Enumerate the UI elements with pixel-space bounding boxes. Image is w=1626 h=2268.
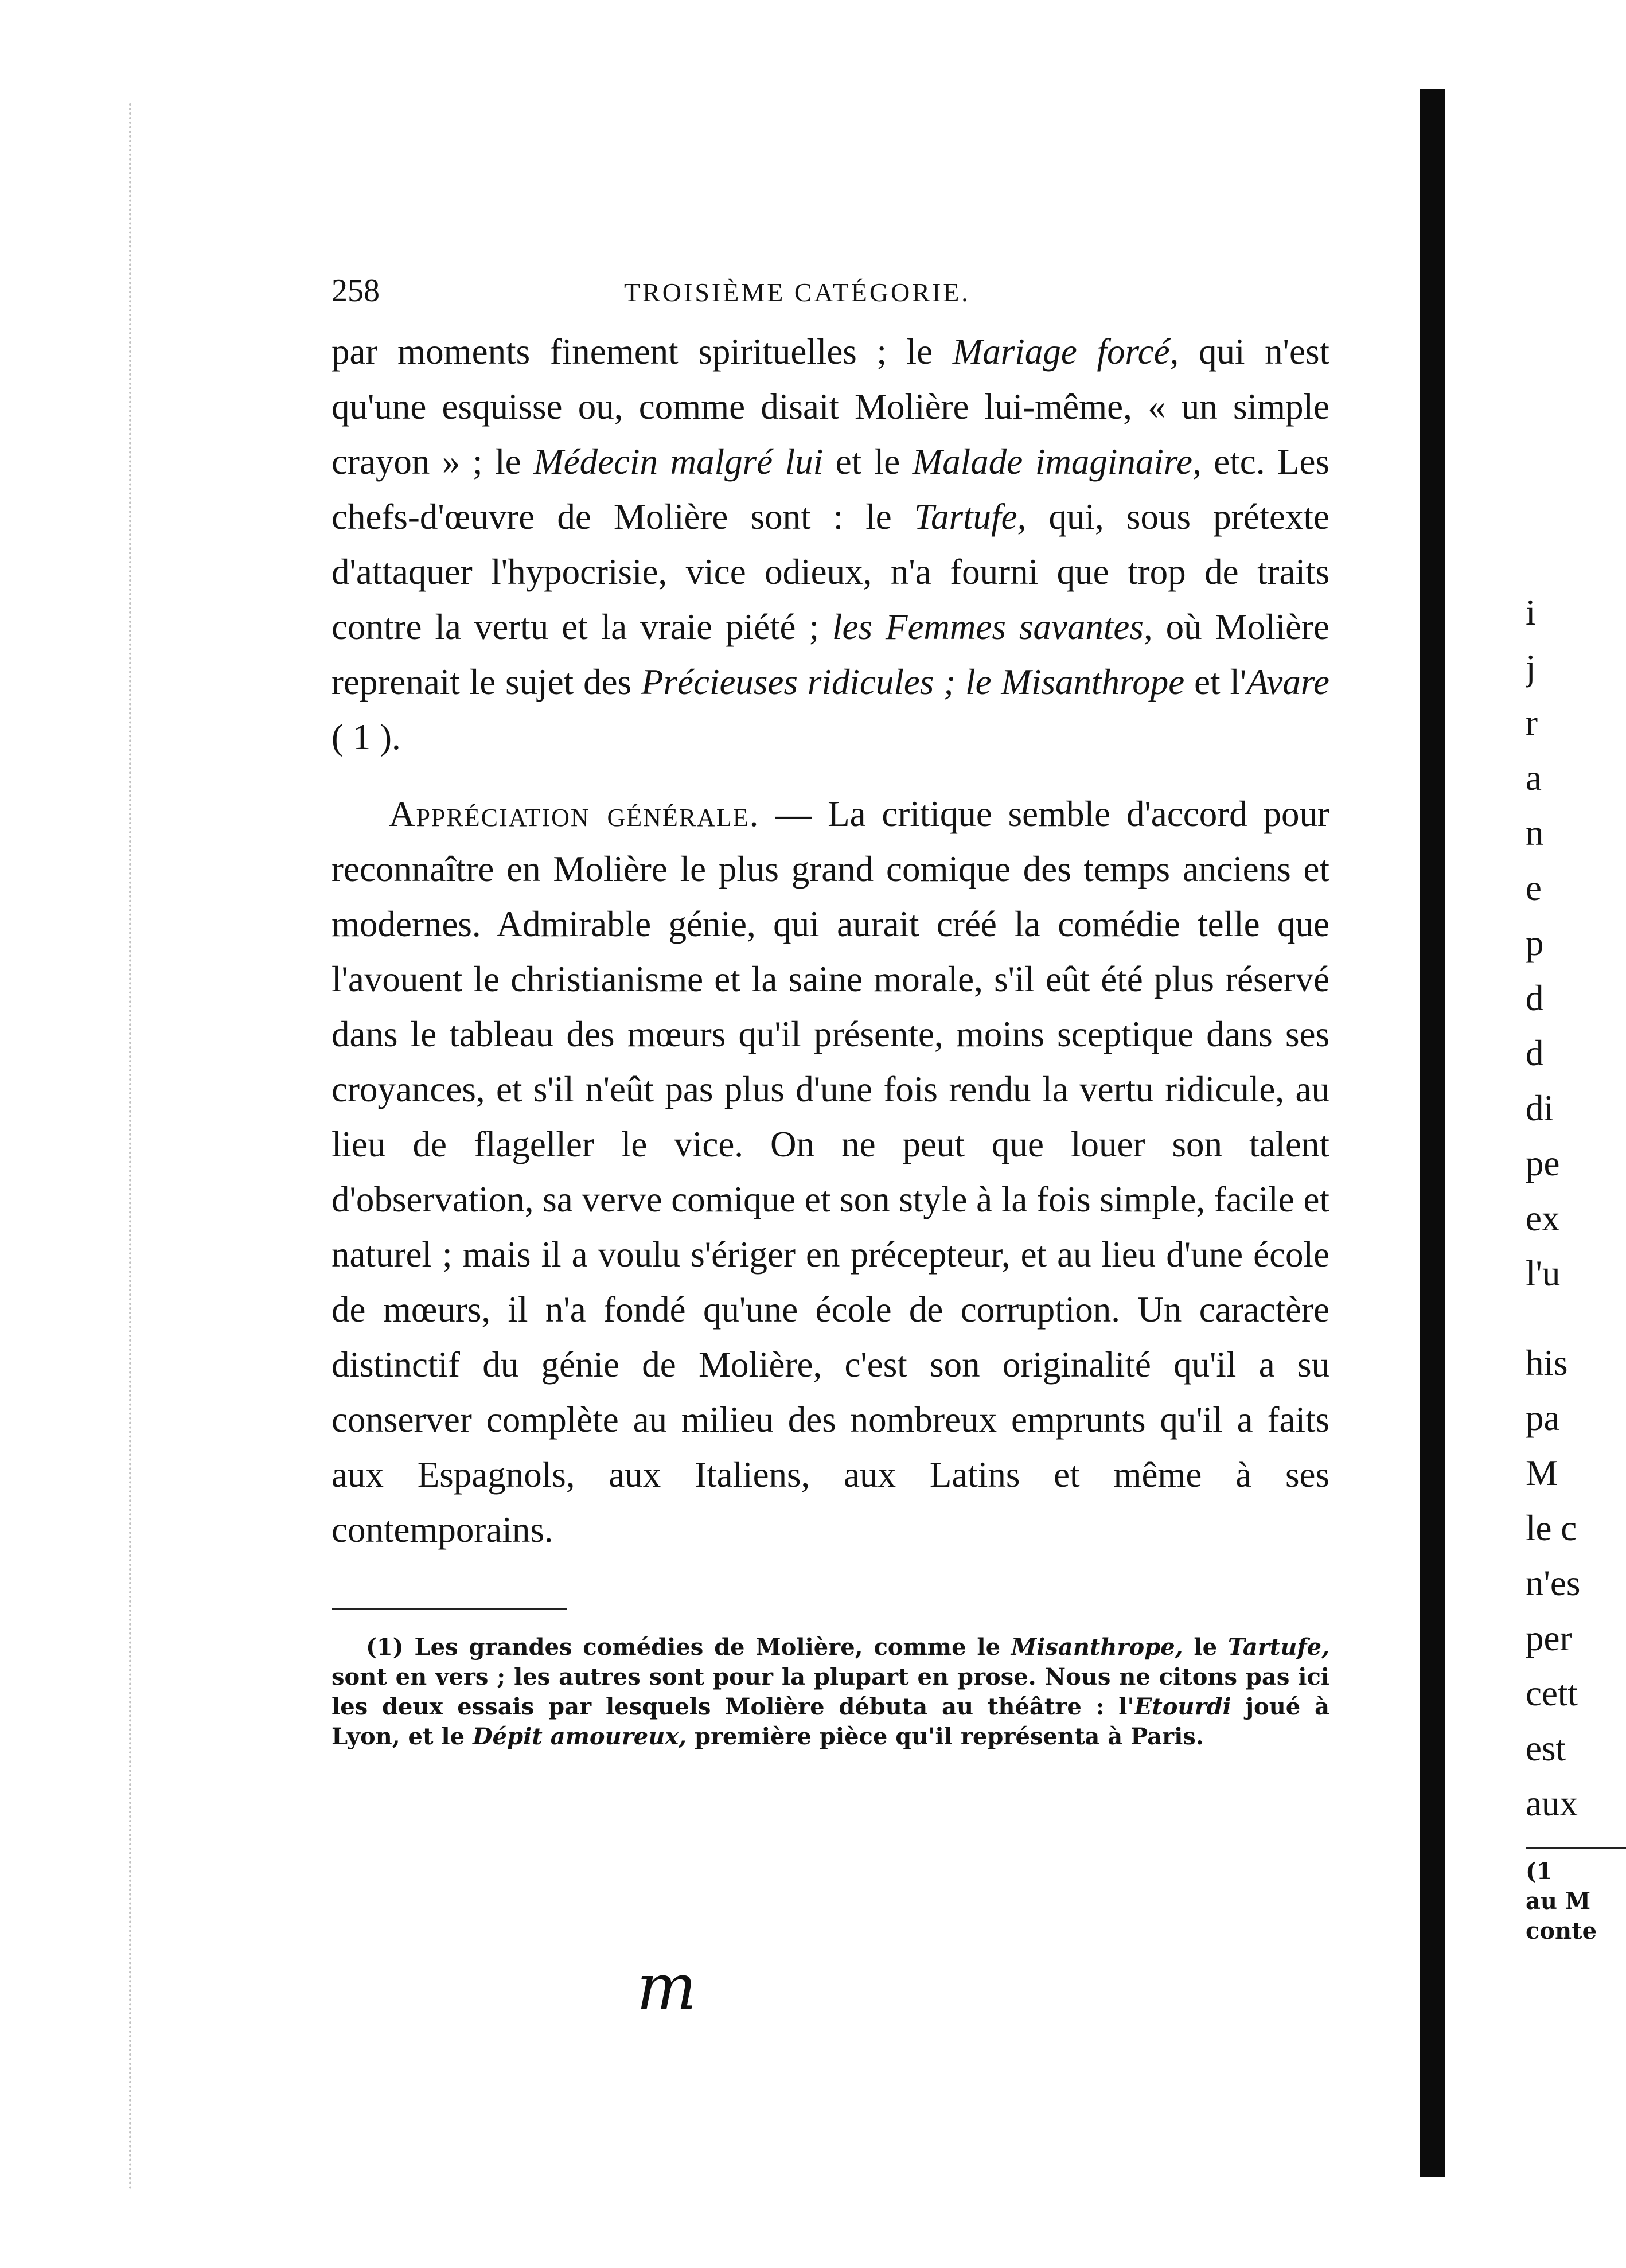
footnote — [332, 1632, 1329, 1752]
title-mariage-force: Mariage forcé, — [952, 332, 1179, 372]
footnote-text-3: sont en vers ; les autres sont pour la plupart en prose. Nous ne citons pas ici les deux essais par lesquels Molière débuta au théâtre : l' — [332, 1663, 1329, 1720]
facing-page-fragment-text: pe — [1526, 1143, 1560, 1183]
facing-page-fragment-text: n — [1526, 813, 1544, 853]
footnote-title-depit-amoureux: Dépit amoureux, — [472, 1723, 687, 1750]
facing-page-fragment-text: cett — [1526, 1673, 1578, 1713]
footnote-text-1: (1) Les grandes comédies de Molière, comme le — [366, 1634, 1011, 1661]
facing-page-lines-1 — [1526, 585, 1626, 1301]
facing-page-fragment — [1526, 585, 1626, 1946]
facing-page-fragment-text: le c — [1526, 1508, 1577, 1548]
page-number: 258 — [332, 273, 380, 309]
page-body — [332, 324, 1329, 1557]
title-precieuses-misanthrope: Précieuses ridicules ; le Misanthrope — [641, 662, 1185, 702]
footnote-rule — [332, 1608, 567, 1610]
facing-page-fragment-text: l'u — [1526, 1253, 1561, 1293]
footnote-text-5: première pièce qu'il représenta à Paris. — [687, 1723, 1204, 1750]
paragraph-1-text-6: où Molière reprenait le sujet des — [332, 607, 1329, 702]
paragraph-1-text-3: et le — [823, 442, 913, 482]
facing-page-fragment-text: ex — [1526, 1198, 1560, 1238]
paragraph-1-text-5: qui, sous prétexte d'attaquer l'hypocrisie, vice odieux, n'a fourni que trop de traits contre la vertu et la vraie piété ; — [332, 497, 1329, 647]
facing-page-fragment-text: pa — [1526, 1398, 1560, 1438]
facing-page-footnote-rule — [1526, 1847, 1626, 1849]
binding-shadow — [1420, 89, 1445, 2177]
facing-page-fragment-text: aux — [1526, 1783, 1578, 1823]
facing-page-fragment-text: d — [1526, 1033, 1544, 1073]
footnote-reference: ( 1 ). — [332, 717, 401, 757]
facing-page-fragment-text: j — [1526, 648, 1536, 688]
facing-page-footnote — [1526, 1857, 1626, 1946]
title-tartufe: Tartufe, — [914, 497, 1027, 537]
title-avare: Avare — [1246, 662, 1329, 702]
facing-page-fragment-text: r — [1526, 703, 1538, 743]
facing-page-fragment-text: a — [1526, 758, 1542, 798]
facing-page-fragment-text: n'es — [1526, 1563, 1581, 1603]
paragraph-2-text: — La critique semble d'accord pour reconnaître en Molière le plus grand comique des temps anciens et modernes. Admirable génie, qui aurait créé la comédie telle que l'avouent le christianisme et la saine morale, s'il eût été plus réservé dans le tableau des mœurs qu'il présente, moins sceptique dans ses croyances, et s'il n'eût pas plus d'une fois rendu la vertu ridicule, au lieu de flageller le vice. On ne peut que louer son talent d'observation, sa verve comique et son style à la fois simple, facile et naturel ; mais il a voulu s'ériger en précepteur, et au lieu d'une école de mœurs, il n'a fondé qu'une école de corruption. Un caractère distinctif du génie de Molière, c'est son originalité qu'il a su conserver complète au milieu des nombreux emprunts qu'il a faits aux Espagnols, aux Italiens, aux Latins et même à ses contemporains. — [332, 794, 1329, 1550]
facing-page-fragment-text: di — [1526, 1088, 1554, 1128]
footnote-title-misanthrope: Misanthrope, — [1011, 1634, 1183, 1661]
facing-page-fragment-text: per — [1526, 1618, 1572, 1658]
page-header — [332, 261, 1329, 324]
paragraph-1 — [332, 324, 1329, 765]
footnote-title-tartufe: Tartufe, — [1227, 1634, 1329, 1661]
facing-page-fragment-text: conte — [1526, 1918, 1597, 1944]
facing-page-fragment-text: i — [1526, 593, 1536, 633]
section-lead: Appréciation générale. — [389, 794, 760, 834]
footnote-text-4: joué à Lyon, et le — [332, 1693, 1330, 1750]
paragraph-1-text-7: et l' — [1184, 662, 1247, 702]
handwritten-monogram: m — [637, 1950, 697, 2024]
facing-page-fragment-text: e — [1526, 868, 1542, 908]
title-femmes-savantes: les Femmes savantes, — [832, 607, 1153, 647]
scan-edge-marks — [129, 103, 134, 2191]
facing-page-fragment-text: au M — [1526, 1888, 1591, 1915]
title-malade-imaginaire: Malade imaginaire, — [912, 442, 1202, 482]
footnote-text-2: le — [1183, 1634, 1228, 1661]
facing-page-fragment-text: d — [1526, 978, 1544, 1018]
facing-page-fragment-text: est — [1526, 1728, 1566, 1768]
paragraph-1-text-1: par moments finement spirituelles ; le — [332, 332, 953, 372]
paragraph-1-text-4: etc. Les chefs-d'œuvre de Molière sont : le — [332, 442, 1330, 537]
facing-page-fragment-text: (1 — [1526, 1858, 1553, 1885]
facing-page-lines-2 — [1526, 1335, 1626, 1831]
footnote-title-etourdi: Etourdi — [1134, 1693, 1231, 1720]
facing-page-fragment-text: p — [1526, 923, 1544, 963]
facing-page-fragment-text: M — [1526, 1453, 1558, 1493]
running-head: TROISIÈME CATÉGORIE. — [624, 278, 970, 307]
book-page — [332, 261, 1329, 1752]
title-medecin-malgre-lui: Médecin malgré lui — [533, 442, 824, 482]
paragraph-1-text-2: qui n'est qu'une esquisse ou, comme disait Molière lui-même, « un simple crayon » ; le — [332, 332, 1329, 482]
facing-page-fragment-text: his — [1526, 1343, 1568, 1383]
paragraph-2 — [332, 786, 1329, 1557]
